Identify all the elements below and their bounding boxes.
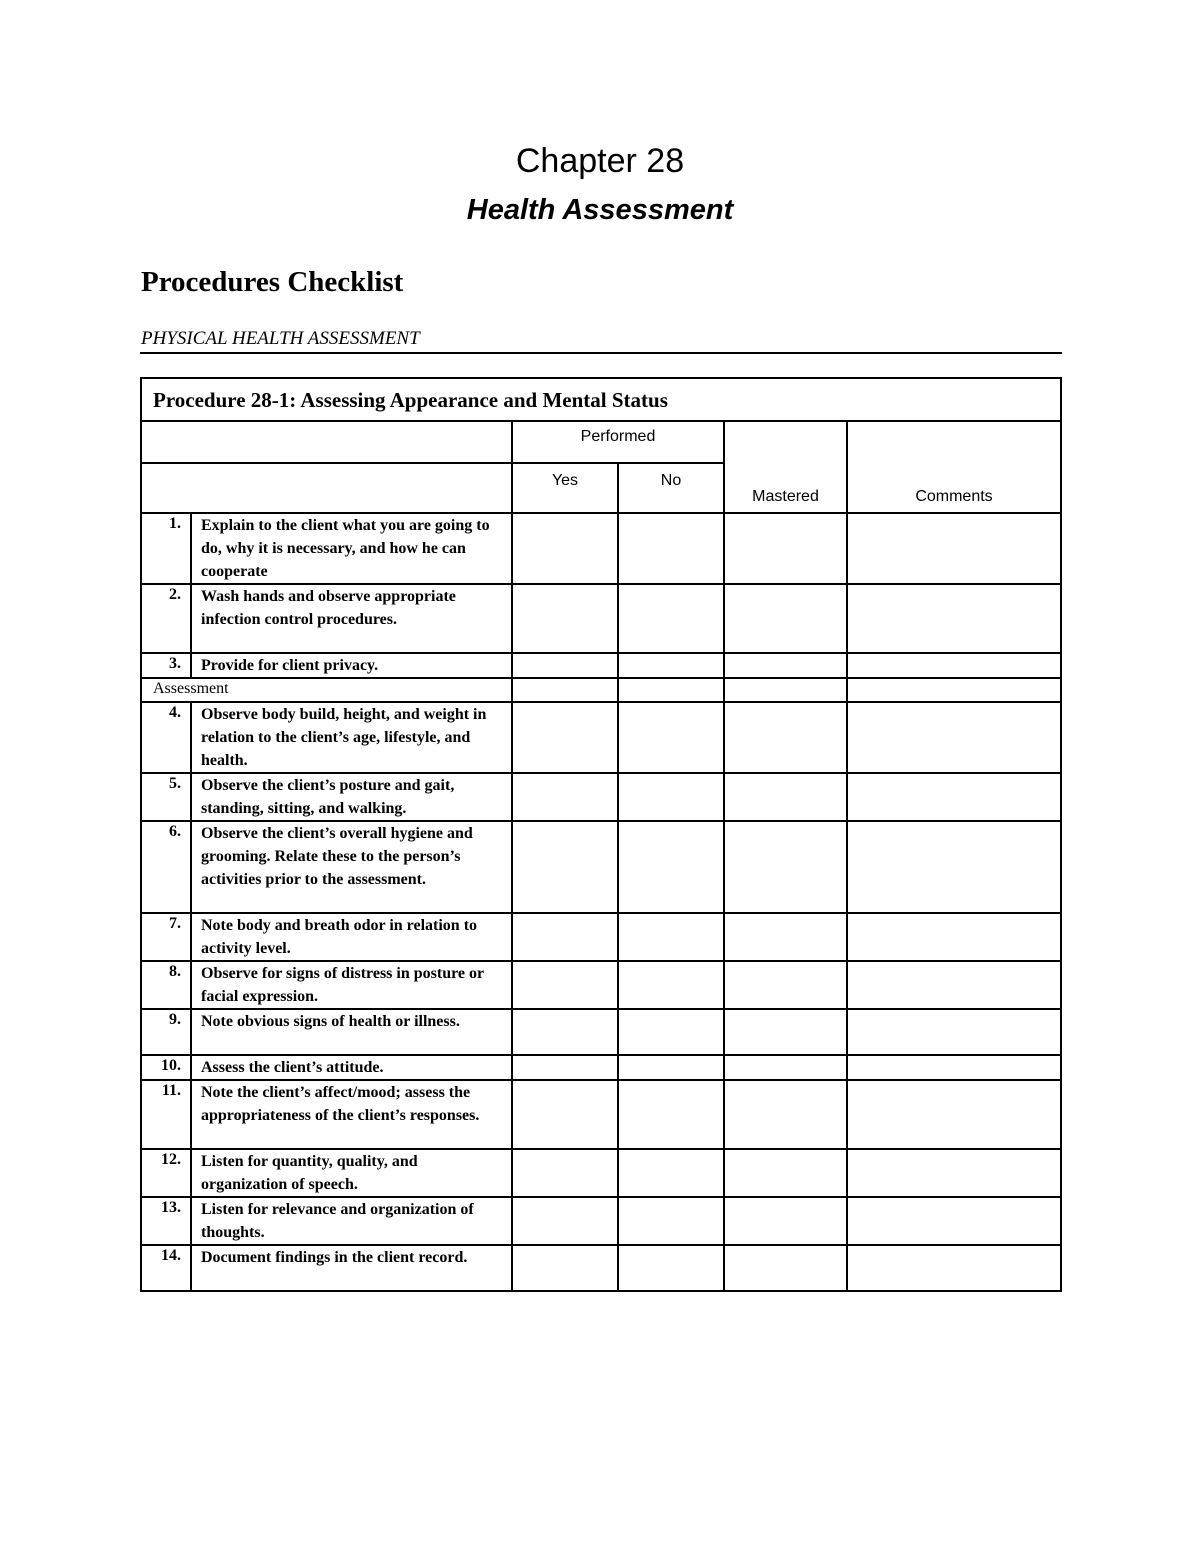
comments-cell[interactable] — [847, 702, 1061, 773]
step-number: 14. — [141, 1245, 191, 1291]
comments-cell[interactable] — [847, 961, 1061, 1009]
step-text: Observe body build, height, and weight in relation to the client’s age, lifestyle, and health. — [191, 702, 512, 773]
yes-cell[interactable] — [512, 1245, 618, 1291]
no-cell[interactable] — [618, 513, 724, 584]
subsection-title: PHYSICAL HEALTH ASSESSMENT — [141, 328, 420, 349]
step-number: 3. — [141, 653, 191, 678]
checklist-step-row — [141, 653, 1061, 678]
step-text: Assess the client’s attitude. — [191, 1055, 512, 1080]
checklist-step-row — [141, 1055, 1061, 1080]
no-cell[interactable] — [618, 821, 724, 913]
chapter-subtitle: Health Assessment — [466, 194, 734, 226]
step-text: Observe the client’s posture and gait, standing, sitting, and walking. — [191, 773, 512, 821]
yes-cell[interactable] — [512, 961, 618, 1009]
checklist-step-row — [141, 1197, 1061, 1245]
comments-cell[interactable] — [847, 1009, 1061, 1055]
blank-header-cell — [141, 421, 512, 463]
step-number: 12. — [141, 1149, 191, 1197]
mastered-cell[interactable] — [724, 913, 847, 961]
no-cell[interactable] — [618, 1080, 724, 1149]
mastered-cell[interactable] — [724, 1055, 847, 1080]
yes-cell[interactable] — [512, 773, 618, 821]
checklist-step-row — [141, 961, 1061, 1009]
no-cell[interactable] — [618, 1009, 724, 1055]
checklist-step-row — [141, 913, 1061, 961]
mastered-cell[interactable] — [724, 1197, 847, 1245]
yes-cell[interactable] — [512, 821, 618, 913]
yes-cell[interactable] — [512, 1080, 618, 1149]
yes-cell[interactable] — [512, 702, 618, 773]
step-number: 1. — [141, 513, 191, 584]
comments-cell[interactable] — [847, 1245, 1061, 1291]
step-number: 5. — [141, 773, 191, 821]
no-cell[interactable] — [618, 961, 724, 1009]
yes-header: Yes — [512, 463, 618, 513]
mastered-cell[interactable] — [724, 1080, 847, 1149]
comments-cell[interactable] — [847, 821, 1061, 913]
no-cell[interactable] — [618, 1245, 724, 1291]
yes-cell[interactable] — [512, 1009, 618, 1055]
mastered-cell[interactable] — [724, 961, 847, 1009]
checklist-step-row — [141, 1009, 1061, 1055]
mastered-cell[interactable] — [724, 678, 847, 702]
step-text: Explain to the client what you are going to do, why it is necessary, and how he can cooperate — [191, 513, 512, 584]
step-number: 7. — [141, 913, 191, 961]
no-cell[interactable] — [618, 1197, 724, 1245]
mastered-cell[interactable] — [724, 821, 847, 913]
comments-cell[interactable] — [847, 1149, 1061, 1197]
comments-cell[interactable] — [847, 913, 1061, 961]
checklist-step-row — [141, 1080, 1061, 1149]
no-cell[interactable] — [618, 773, 724, 821]
yes-cell[interactable] — [512, 1149, 618, 1197]
checklist-step-row — [141, 1149, 1061, 1197]
checklist-step-row — [141, 821, 1061, 913]
mastered-cell[interactable] — [724, 653, 847, 678]
comments-cell[interactable] — [847, 773, 1061, 821]
step-number: 6. — [141, 821, 191, 913]
comments-cell[interactable] — [847, 584, 1061, 653]
step-text: Observe the client’s overall hygiene and grooming. Relate these to the person’s activities prior to the assessment. — [191, 821, 512, 913]
procedure-title: Procedure 28-1: Assessing Appearance and Mental Status — [141, 378, 1061, 421]
mastered-cell[interactable] — [724, 773, 847, 821]
mastered-cell[interactable] — [724, 513, 847, 584]
title-divider — [140, 352, 1062, 354]
step-text: Wash hands and observe appropriate infection control procedures. — [191, 584, 512, 653]
yes-cell[interactable] — [512, 913, 618, 961]
no-cell[interactable] — [618, 653, 724, 678]
no-cell[interactable] — [618, 1055, 724, 1080]
step-text: Document findings in the client record. — [191, 1245, 512, 1291]
checklist-step-row — [141, 702, 1061, 773]
procedure-header-row — [141, 378, 1061, 421]
step-number: 4. — [141, 702, 191, 773]
comments-cell[interactable] — [847, 1197, 1061, 1245]
step-number: 10. — [141, 1055, 191, 1080]
yes-cell[interactable] — [512, 1055, 618, 1080]
step-number: 8. — [141, 961, 191, 1009]
no-cell[interactable] — [618, 702, 724, 773]
step-number: 9. — [141, 1009, 191, 1055]
performed-header: Performed — [512, 421, 724, 463]
step-text: Listen for quantity, quality, and organization of speech. — [191, 1149, 512, 1197]
no-cell[interactable] — [618, 584, 724, 653]
assessment-section-label: Assessment — [141, 678, 512, 702]
comments-header: Comments — [847, 421, 1061, 513]
step-text: Listen for relevance and organization of thoughts. — [191, 1197, 512, 1245]
no-cell[interactable] — [618, 678, 724, 702]
mastered-header: Mastered — [724, 421, 847, 513]
section-title: Procedures Checklist — [141, 266, 404, 298]
checklist-step-row — [141, 513, 1061, 584]
blank-header-cell — [141, 463, 512, 513]
mastered-cell[interactable] — [724, 1009, 847, 1055]
assessment-section-row — [141, 678, 1061, 702]
comments-cell[interactable] — [847, 1055, 1061, 1080]
mastered-cell[interactable] — [724, 584, 847, 653]
mastered-cell[interactable] — [724, 1149, 847, 1197]
comments-cell[interactable] — [847, 678, 1061, 702]
no-cell[interactable] — [618, 913, 724, 961]
checklist-step-row — [141, 773, 1061, 821]
procedure-checklist-table — [140, 377, 1062, 1292]
step-number: 11. — [141, 1080, 191, 1149]
no-header: No — [618, 463, 724, 513]
step-text: Provide for client privacy. — [191, 653, 512, 678]
mastered-cell[interactable] — [724, 702, 847, 773]
comments-cell[interactable] — [847, 1080, 1061, 1149]
step-text: Note body and breath odor in relation to activity level. — [191, 913, 512, 961]
step-text: Note the client’s affect/mood; assess the appropriateness of the client’s responses. — [191, 1080, 512, 1149]
yes-cell[interactable] — [512, 653, 618, 678]
yes-cell[interactable] — [512, 584, 618, 653]
step-text: Observe for signs of distress in posture or facial expression. — [191, 961, 512, 1009]
column-header-row-1 — [141, 421, 1061, 463]
step-number: 2. — [141, 584, 191, 653]
checklist-step-row — [141, 1245, 1061, 1291]
comments-cell[interactable] — [847, 653, 1061, 678]
yes-cell[interactable] — [512, 513, 618, 584]
yes-cell[interactable] — [512, 1197, 618, 1245]
step-number: 13. — [141, 1197, 191, 1245]
checklist-step-row — [141, 584, 1061, 653]
comments-cell[interactable] — [847, 513, 1061, 584]
step-text: Note obvious signs of health or illness. — [191, 1009, 512, 1055]
no-cell[interactable] — [618, 1149, 724, 1197]
mastered-cell[interactable] — [724, 1245, 847, 1291]
chapter-title: Chapter 28 — [515, 142, 685, 180]
yes-cell[interactable] — [512, 678, 618, 702]
